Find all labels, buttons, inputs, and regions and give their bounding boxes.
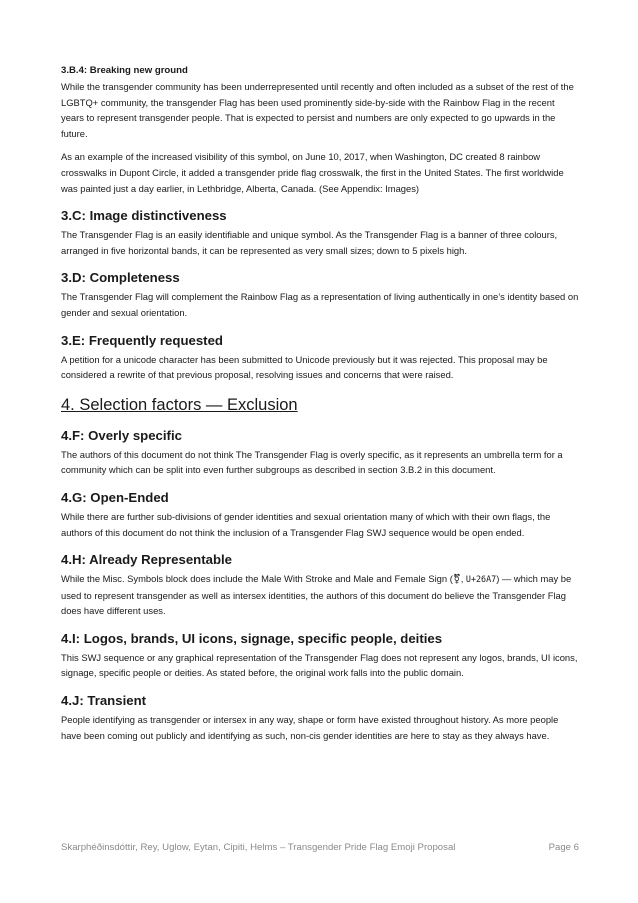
- section-4g: [61, 490, 580, 540]
- section-4j-text: People identifying as transgender or intersex in any way, shape or form have existed throughout history. As more people have been coming out publicly and identifying as such, non-cis gender identities are here to stay as they always have.: [61, 714, 559, 741]
- section-4g-text: While there are further sub-divisions of gender identities and sexual orientation many of which with their own flags, the authors of this document do not think the inclusion of a Transgender Flag SWJ sequence would be open ended.: [61, 510, 551, 538]
- section-3d-heading: 3.D: Completeness: [61, 270, 180, 286]
- section-4j: [61, 693, 580, 743]
- section-3d: [61, 270, 580, 320]
- page-footer: [61, 842, 579, 853]
- section-4h-text-after: ) — which may be used to represent transgender as well as intersex identities, the authors of this document do believe the Transgender Flag does have different uses.: [61, 573, 572, 617]
- section-4f: [61, 428, 580, 478]
- section-3b4-paragraph-2: As an example of the increased visibility of this symbol, on June 10, 2017, when Washington, DC created 8 rainbow crosswalks in Dupont Circle, it added a transgender pride flag crosswalk, the first in the United States. The first worldwide was painted just a day earlier, in Lethbridge, Alberta, Canada. (See Appendix: Images): [61, 151, 564, 194]
- section-4f-heading: 4.F: Overly specific: [61, 427, 182, 443]
- section-4i-text: This SWJ sequence or any graphical representation of the Transgender Flag does not represent any logos, brands, UI icons, signage, specific people or deities. As stated before, the original work falls into the public domain.: [61, 651, 578, 679]
- section-4i-heading: 4.I: Logos, brands, UI icons, signage, specific people, deities: [61, 630, 443, 646]
- section-4h-text-before: While the Misc. Symbols block does include the Male With Stroke and Male and Female Sign (: [61, 573, 453, 585]
- document-page: [61, 64, 580, 755]
- footer-page-number: Page 6: [548, 842, 579, 853]
- section-3b4: [61, 64, 580, 196]
- section-4g-heading: 4.G: Open-Ended: [61, 489, 169, 505]
- section-4h-text: [61, 571, 580, 619]
- section-3b4-heading: 3.B.4: Breaking new ground: [61, 65, 188, 76]
- section-4i: [61, 631, 580, 681]
- section-4j-heading: 4.J: Transient: [61, 693, 147, 709]
- section-3e-heading: 3.E: Frequently requested: [61, 332, 223, 348]
- section-4-heading: 4. Selection factors — Exclusion: [61, 395, 298, 414]
- section-4h: [61, 552, 580, 619]
- section-3c-heading: 3.C: Image distinctiveness: [61, 208, 227, 224]
- section-3c-text: The Transgender Flag is an easily identifiable and unique symbol. As the Transgender Flag is a banner of three colours, arranged in five horizontal bands, it can be represented as very small sizes; down to 5 pixels high.: [61, 229, 558, 256]
- section-3b4-paragraph-1: While the transgender community has been underrepresented until recently and often included as a subset of the rest of the LGBTQ+ community, the transgender Flag has been used prominently side-by-side with the Rainbow Flag in the recent years to represent transgender people. That is expected to persist and numbers are only expected to go upwards in the future.: [61, 81, 574, 139]
- section-4h-codepoint: U+26A7: [465, 574, 497, 585]
- section-4h-heading: 4.H: Already Representable: [61, 552, 233, 568]
- footer-authors: Skarphéðinsdóttir, Rey, Uglow, Eytan, Cipiti, Helms – Transgender Pride Flag Emoji Proposal: [61, 842, 456, 853]
- section-3c: [61, 208, 580, 258]
- section-3d-text: The Transgender Flag will complement the Rainbow Flag as a representation of living authentically in one’s identity based on gender and sexual orientation.: [61, 291, 579, 318]
- section-3e-text: A petition for a unicode character has been submitted to Unicode previously but it was rejected. This proposal may be considered a rewrite of that previous proposal, resolving issues and concerns that were raised.: [61, 353, 548, 381]
- section-4h-separator: ,: [460, 573, 466, 585]
- section-3e: [61, 333, 580, 383]
- transgender-symbol-icon: ⚧: [452, 573, 461, 585]
- section-4f-text: The authors of this document do not think The Transgender Flag is overly specific, as it represents an umbrella term for a community which can be split into even further subgroups as described in section 3.B.2 in this document.: [61, 448, 563, 476]
